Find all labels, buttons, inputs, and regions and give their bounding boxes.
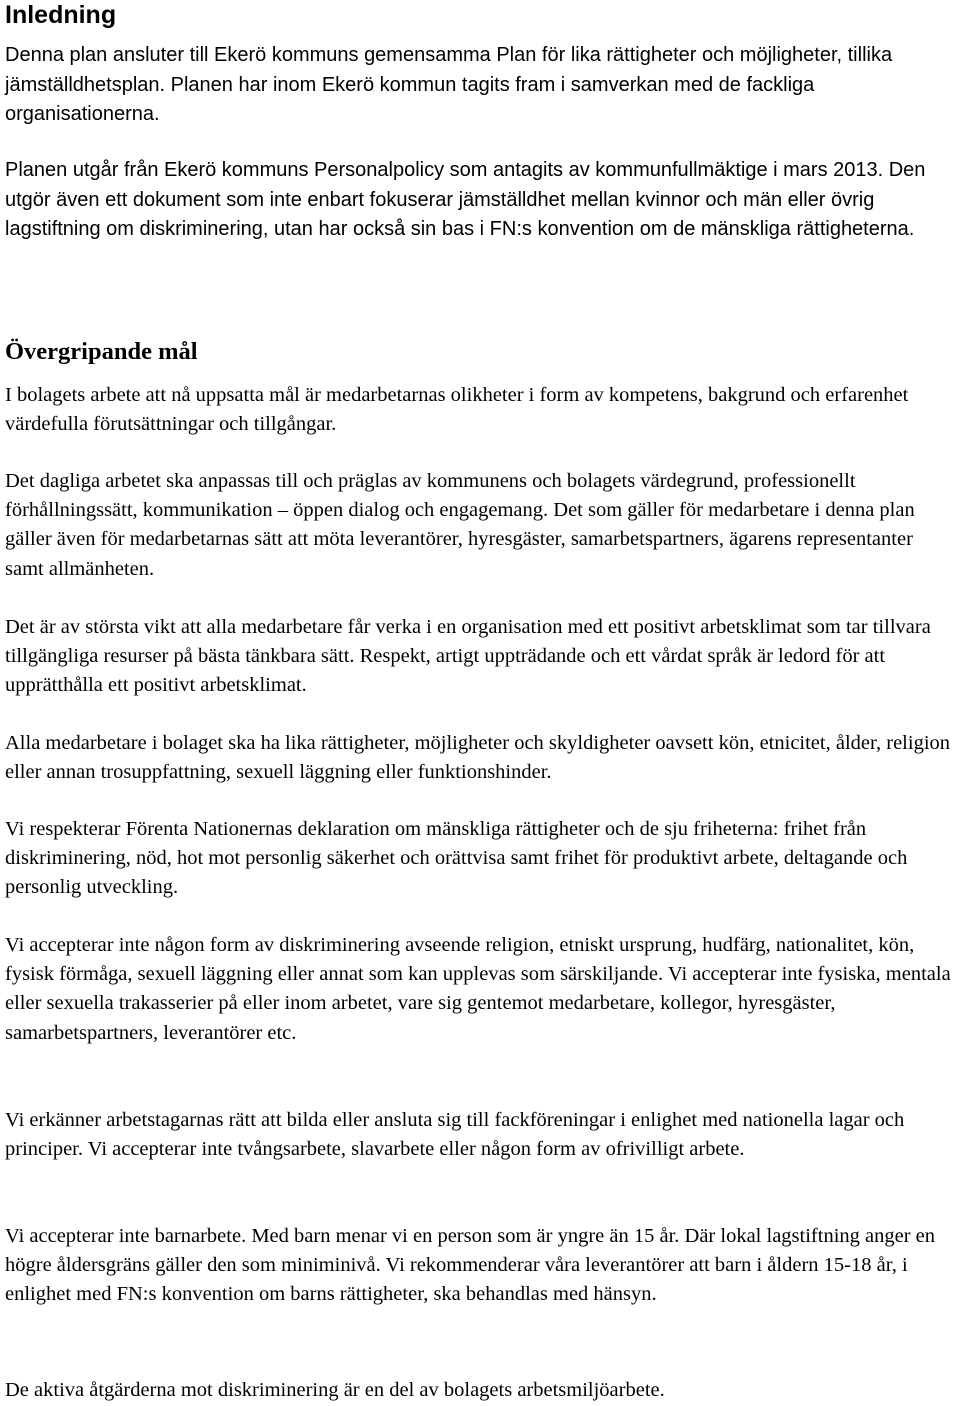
paragraph-diskriminering: Vi accepterar inte någon form av diskriminering avseende religion, etniskt ursprung, hudfärg, nationalitet, kön, fysisk förmåga, sexuell läggning eller annat som kan upplevas som särskiljande. Vi accepterar inte fysiska, mentala eller sexuella trakasserier på eller inom arbetet, vare sig gentemot medarbetare, kollegor, hyresgäster, samarbetspartners, leverantörer etc.: [5, 934, 951, 1044]
paragraph-fn-deklaration: Vi respekterar Förenta Nationernas deklaration om mänskliga rättigheter och de sju friheterna: frihet från diskriminering, nöd, hot mot personlig säkerhet och orättvisa samt frihet för produktivt arbete, deltagande och personlig utveckling.: [5, 818, 908, 899]
paragraph-aktiva-atgarder: De aktiva åtgärderna mot diskriminering är en del av bolagets arbetsmiljöarbete.: [5, 1379, 665, 1401]
heading-inledning: Inledning: [5, 1, 117, 29]
paragraph-barnarbete: Vi accepterar inte barnarbete. Med barn menar vi en person som är yngre än 15 år. Där lokal lagstiftning anger en högre åldersgräns gäller den som miniminivå. Vi rekommenderar våra leverantörer att barn i åldern 15-18 år, i enlighet med FN:s konvention om barns rättigheter, ska behandlas med hänsyn.: [5, 1225, 936, 1306]
heading-overgripande-mal: Övergripande mål: [5, 338, 198, 365]
paragraph-plan-intro: Denna plan ansluter till Ekerö kommuns gemensamma Plan för lika rättigheter och möjligheter, tillika jämställdhetsplan. Planen har inom Ekerö kommun tagits fram i samverkan med de fackliga organisationerna.: [5, 44, 893, 125]
paragraph-lika-rattigheter: Alla medarbetare i bolaget ska ha lika rättigheter, möjligheter och skyldigheter oavsett kön, etnicitet, ålder, religion eller annan trosuppfattning, sexuell läggning eller funktionshinder.: [5, 732, 951, 784]
paragraph-dagliga-arbetet: Det dagliga arbetet ska anpassas till och präglas av kommunens och bolagets värdegrund, professionellt förhållningssätt, kommunikation – öppen dialog och engagemang. Det som gäller för medarbetare i denna plan gäller även för medarbetarnas sätt att möta leverantörer, hyresgäster, samarbetspartners, ägarens representanter samt allmänheten.: [5, 470, 915, 580]
paragraph-personalpolicy: Planen utgår från Ekerö kommuns Personalpolicy som antagits av kommunfullmäktige i mars 2013. Den utgör även ett dokument som inte enbart fokuserar jämställdhet mellan kvinnor och män eller övrig lagstiftning om diskriminering, utan har också sin bas i FN:s konvention om de mänskliga rättigheterna.: [5, 159, 926, 240]
paragraph-fackforeningar: Vi erkänner arbetstagarnas rätt att bilda eller ansluta sig till fackföreningar i enlighet med nationella lagar och principer. Vi accepterar inte tvångsarbete, slavarbete eller någon form av ofrivilligt arbete.: [5, 1109, 905, 1161]
paragraph-olikheter: I bolagets arbete att nå uppsatta mål är medarbetarnas olikheter i form av kompetens, bakgrund och erfarenhet värdefulla förutsättningar och tillgångar.: [5, 384, 909, 436]
paragraph-arbetsklimat: Det är av största vikt att alla medarbetare får verka i en organisation med ett positivt arbetsklimat som tar tillvara tillgängliga resurser på bästa tänkbara sätt. Respekt, artigt uppträdande och ett vårdat språk är ledord för att upprätthålla ett positivt arbetsklimat.: [5, 616, 931, 697]
